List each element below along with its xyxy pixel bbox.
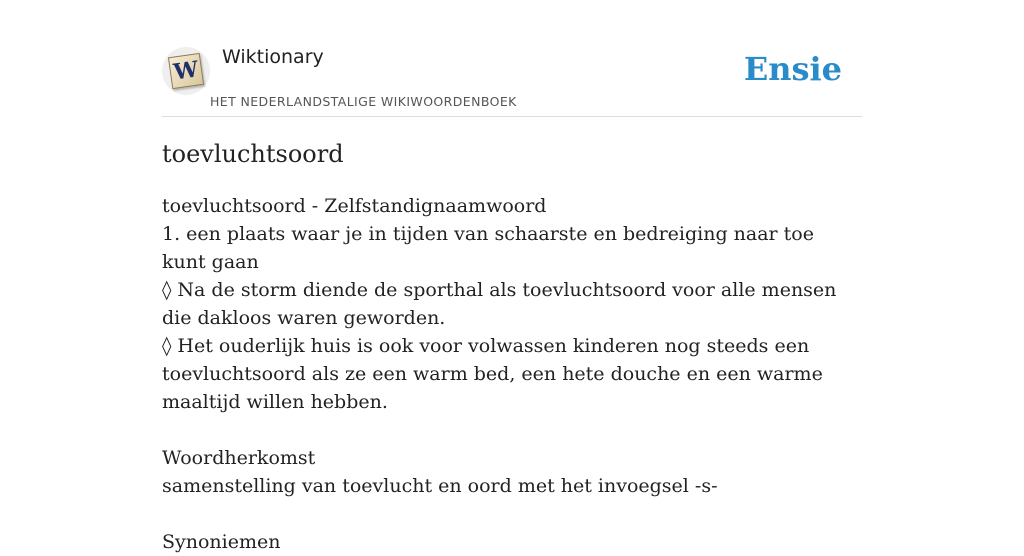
entry-example: ◊ Het ouderlijk huis is ook voor volwassen kinderen nog steeds een toevluchtsoord als ze een warm bed, een hete douche en een warme maaltijd willen hebben. (162, 335, 823, 413)
entry-example: ◊ Na de storm diende de sporthal als toevluchtsoord voor alle mensen die dakloos waren geworden. (162, 279, 837, 329)
header (162, 0, 862, 117)
entry-content (162, 192, 862, 556)
page-title: toevluchtsoord (162, 140, 344, 168)
logo-letter: W (171, 56, 201, 86)
spacer (162, 500, 862, 528)
page (162, 0, 862, 553)
wiktionary-logo-icon[interactable] (162, 47, 210, 95)
etymology-heading: Woordherkomst (162, 447, 316, 469)
logo-tile (168, 53, 204, 89)
etymology-text: samenstelling van toevlucht en oord met het invoegsel -s- (162, 475, 718, 497)
entry-heading: toevluchtsoord - Zelfstandignaamwoord (162, 195, 547, 217)
synonyms-heading: Synoniemen (162, 531, 281, 553)
entry-definition: 1. een plaats waar je in tijden van schaarste en bedreiging naar toe kunt gaan (162, 223, 814, 273)
site-name[interactable]: Wiktionary (222, 46, 324, 68)
spacer (162, 416, 862, 444)
ensie-brand-link[interactable]: Ensie (743, 50, 842, 88)
site-tagline: HET NEDERLANDSTALIGE WIKIWOORDENBOEK (210, 94, 517, 109)
